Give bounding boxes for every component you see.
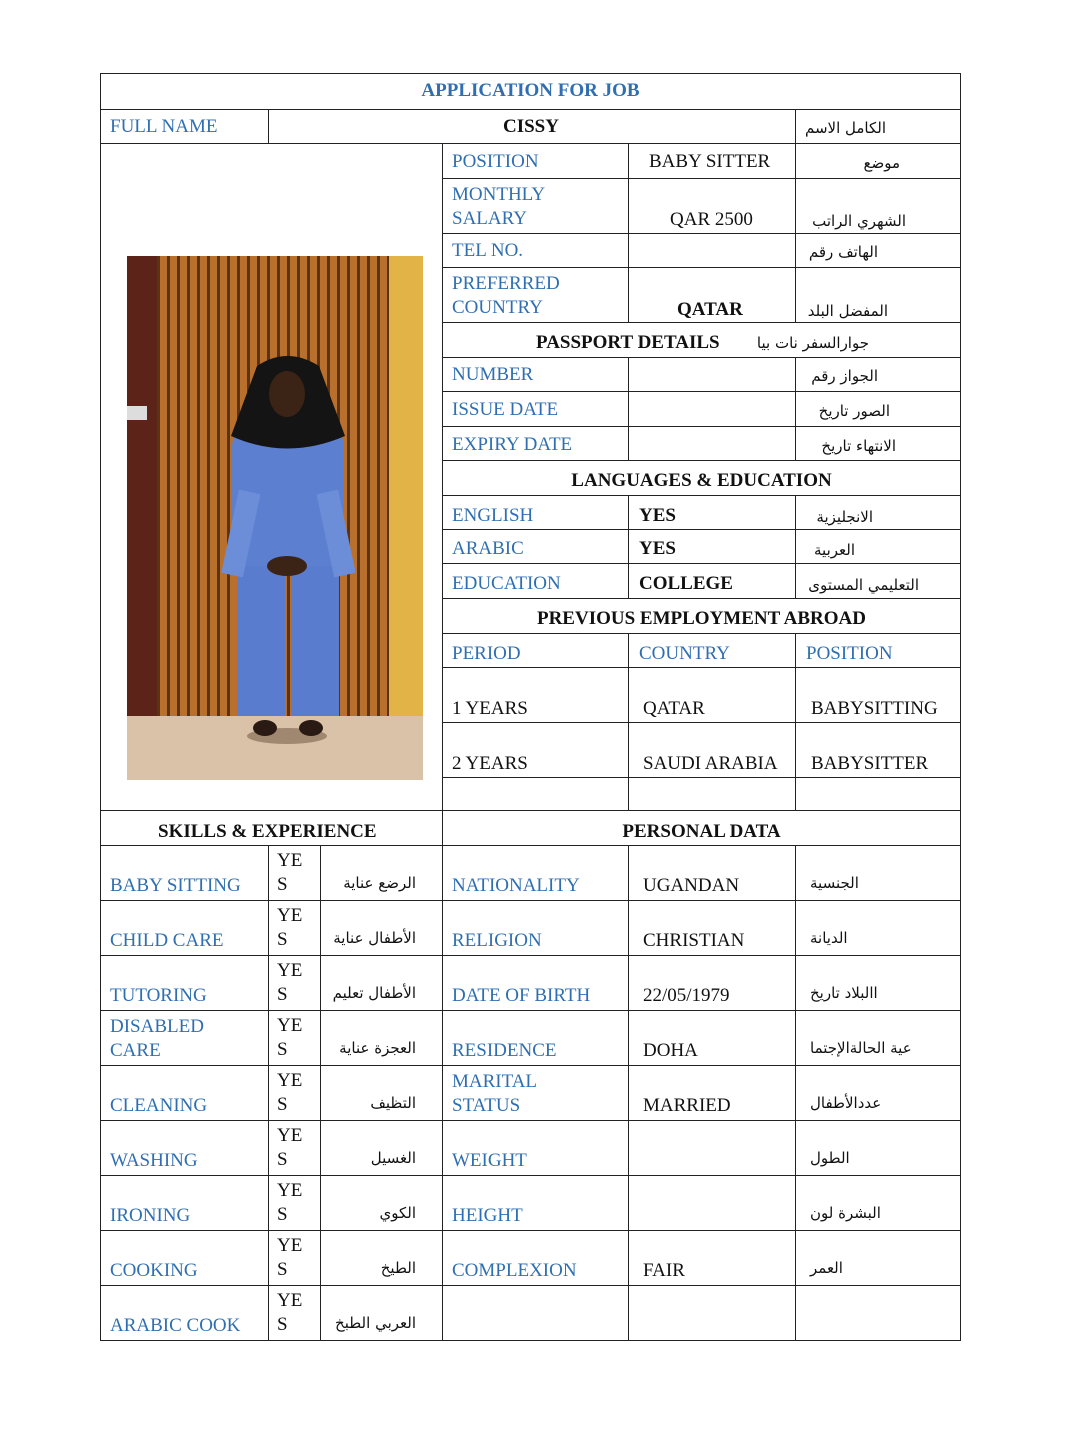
personal-value-cell bbox=[628, 1175, 796, 1231]
full-name-label: FULL NAME bbox=[110, 116, 218, 137]
personal-arabic: البشرة لون bbox=[810, 1204, 881, 1222]
personal-arabic-cell bbox=[795, 1285, 961, 1341]
personal-value: FAIR bbox=[643, 1260, 685, 1281]
full-name-arabic-cell bbox=[795, 109, 961, 144]
personal-label: DATE OF BIRTH bbox=[452, 985, 591, 1006]
emp-col-position-cell bbox=[795, 633, 961, 668]
skill-value: YE S bbox=[277, 1125, 303, 1170]
skill-arabic-cell bbox=[320, 900, 443, 956]
passport-number-arabic-cell bbox=[795, 357, 961, 392]
country-label: PREFERRED COUNTRY bbox=[452, 273, 560, 318]
issue-date-value-cell bbox=[628, 391, 796, 427]
skill-arabic: الطيخ bbox=[380, 1259, 416, 1277]
skill-arabic: العجزة عناية bbox=[339, 1039, 416, 1057]
issue-date-label-cell bbox=[442, 391, 629, 427]
personal-value: DOHA bbox=[643, 1040, 698, 1061]
personal-label-cell bbox=[442, 900, 629, 956]
emp-row2-position-cell bbox=[795, 722, 961, 778]
country-label-cell bbox=[442, 267, 629, 323]
position-arabic: موضع bbox=[863, 154, 900, 172]
skill-value-cell bbox=[268, 955, 321, 1011]
skill-arabic: التظيف bbox=[370, 1094, 416, 1112]
emp-row2-period: 2 YEARS bbox=[452, 753, 528, 774]
skill-value-cell bbox=[268, 1065, 321, 1121]
english-arabic: الانجليزية bbox=[816, 508, 873, 526]
skill-arabic: الأطفال تعليم bbox=[332, 984, 416, 1002]
arabic-value-cell bbox=[628, 529, 796, 564]
skill-label: BABY SITTING bbox=[110, 875, 241, 896]
full-name-arabic: الكامل الاسم bbox=[804, 119, 886, 137]
personal-label: RESIDENCE bbox=[452, 1040, 557, 1061]
education-value-cell bbox=[628, 563, 796, 599]
application-form bbox=[100, 73, 961, 1338]
passport-header-arabic: جوارالسفر نات بيا bbox=[756, 334, 869, 352]
skill-label: ARABIC COOK bbox=[110, 1315, 241, 1336]
skill-value: YE S bbox=[277, 905, 303, 950]
employment-header-cell bbox=[442, 598, 961, 634]
skill-label: CHILD CARE bbox=[110, 930, 224, 951]
passport-number-value-cell bbox=[628, 357, 796, 392]
tel-arabic-cell bbox=[795, 233, 961, 268]
skill-label-cell bbox=[100, 1010, 269, 1066]
personal-label: RELIGION bbox=[452, 930, 542, 951]
emp-row2-position: BABYSITTER bbox=[811, 753, 929, 774]
education-label-cell bbox=[442, 563, 629, 599]
skill-value: YE S bbox=[277, 850, 303, 895]
full-name-value-cell bbox=[268, 109, 796, 144]
education-label: EDUCATION bbox=[452, 573, 561, 594]
position-value: BABY SITTER bbox=[649, 151, 771, 172]
tel-label-cell bbox=[442, 233, 629, 268]
personal-value: MARRIED bbox=[643, 1095, 731, 1116]
english-label: ENGLISH bbox=[452, 505, 534, 526]
personal-arabic: العمر bbox=[810, 1259, 843, 1277]
personal-value-cell bbox=[628, 1285, 796, 1341]
skill-value: YE S bbox=[277, 1180, 303, 1225]
skill-label: IRONING bbox=[110, 1205, 191, 1226]
tel-value-cell bbox=[628, 233, 796, 268]
personal-arabic-cell bbox=[795, 845, 961, 901]
skill-arabic-cell bbox=[320, 1175, 443, 1231]
emp-row1-position-cell bbox=[795, 667, 961, 723]
emp-row2-period-cell bbox=[442, 722, 629, 778]
emp-row3-period-cell bbox=[442, 777, 629, 811]
personal-label: WEIGHT bbox=[452, 1150, 527, 1171]
skill-value: YE S bbox=[277, 1015, 303, 1060]
passport-number-label: NUMBER bbox=[452, 364, 534, 385]
position-label-cell bbox=[442, 143, 629, 179]
emp-row2-country-cell bbox=[628, 722, 796, 778]
personal-header-cell bbox=[442, 810, 961, 846]
issue-date-label: ISSUE DATE bbox=[452, 399, 559, 420]
emp-col-position: POSITION bbox=[806, 643, 893, 664]
personal-value-cell bbox=[628, 845, 796, 901]
personal-value: UGANDAN bbox=[643, 875, 740, 896]
personal-value-cell bbox=[628, 900, 796, 956]
personal-arabic: عية الحالةالإجتما bbox=[810, 1039, 912, 1057]
country-arabic-cell bbox=[795, 267, 961, 323]
emp-row1-period-cell bbox=[442, 667, 629, 723]
arabic-label-cell bbox=[442, 529, 629, 564]
skill-value-cell bbox=[268, 900, 321, 956]
skill-label: WASHING bbox=[110, 1150, 198, 1171]
arabic-value: YES bbox=[639, 538, 676, 559]
passport-number-label-cell bbox=[442, 357, 629, 392]
salary-arabic: الشهري الراتب bbox=[812, 212, 906, 230]
salary-value: QAR 2500 bbox=[670, 209, 753, 230]
skill-label: TUTORING bbox=[110, 985, 207, 1006]
skill-value: YE S bbox=[277, 1235, 303, 1280]
emp-row3-position-cell bbox=[795, 777, 961, 811]
emp-row1-country-cell bbox=[628, 667, 796, 723]
emp-col-period: PERIOD bbox=[452, 643, 521, 664]
english-label-cell bbox=[442, 495, 629, 530]
passport-header-cell bbox=[442, 322, 961, 358]
emp-row1-position: BABYSITTING bbox=[811, 698, 938, 719]
education-value: COLLEGE bbox=[639, 573, 733, 594]
personal-arabic: الجنسية bbox=[810, 874, 859, 892]
skill-value-cell bbox=[268, 1175, 321, 1231]
personal-label: HEIGHT bbox=[452, 1205, 523, 1226]
passport-number-arabic: الجواز رقم bbox=[811, 367, 878, 385]
expiry-date-label: EXPIRY DATE bbox=[452, 434, 573, 455]
skill-label-cell bbox=[100, 955, 269, 1011]
skill-label: CLEANING bbox=[110, 1095, 208, 1116]
personal-arabic: االبلاد تاريخ bbox=[810, 984, 878, 1002]
salary-value-cell bbox=[628, 178, 796, 234]
skill-label-cell bbox=[100, 1175, 269, 1231]
english-value-cell bbox=[628, 495, 796, 530]
personal-label-cell bbox=[442, 1230, 629, 1286]
skill-arabic-cell bbox=[320, 1120, 443, 1176]
personal-label-cell bbox=[442, 845, 629, 901]
skill-label-cell bbox=[100, 1065, 269, 1121]
tel-arabic: الهاتف رقم bbox=[808, 243, 878, 261]
skill-label-cell bbox=[100, 1230, 269, 1286]
skill-arabic-cell bbox=[320, 1065, 443, 1121]
emp-col-country: COUNTRY bbox=[639, 643, 730, 664]
skill-value: YE S bbox=[277, 1070, 303, 1115]
languages-header-cell bbox=[442, 460, 961, 496]
personal-label: COMPLEXION bbox=[452, 1260, 577, 1281]
tel-label: TEL NO. bbox=[452, 240, 524, 261]
personal-arabic: عددالأطفال bbox=[810, 1094, 882, 1112]
skill-label: DISABLED CARE bbox=[110, 1016, 204, 1061]
personal-label-cell bbox=[442, 1065, 629, 1121]
personal-arabic-cell bbox=[795, 1065, 961, 1121]
skill-arabic: الرضع عناية bbox=[343, 874, 416, 892]
skill-arabic-cell bbox=[320, 1230, 443, 1286]
skill-value-cell bbox=[268, 1285, 321, 1341]
education-arabic-cell bbox=[795, 563, 961, 599]
skill-arabic-cell bbox=[320, 1285, 443, 1341]
personal-label-cell bbox=[442, 1285, 629, 1341]
title-cell bbox=[100, 73, 961, 110]
personal-arabic-cell bbox=[795, 1175, 961, 1231]
skill-label-cell bbox=[100, 1120, 269, 1176]
personal-label: NATIONALITY bbox=[452, 875, 580, 896]
emp-row3-country-cell bbox=[628, 777, 796, 811]
skill-label-cell bbox=[100, 900, 269, 956]
personal-label: MARITAL STATUS bbox=[452, 1071, 538, 1116]
arabic-arabic-cell bbox=[795, 529, 961, 564]
personal-value-cell bbox=[628, 955, 796, 1011]
position-arabic-cell bbox=[795, 143, 961, 179]
salary-arabic-cell bbox=[795, 178, 961, 234]
country-arabic: المفضل البلد bbox=[807, 302, 888, 320]
skill-label: COOKING bbox=[110, 1260, 198, 1281]
passport-header: PASSPORT DETAILS bbox=[536, 332, 720, 353]
personal-arabic-cell bbox=[795, 955, 961, 1011]
arabic-arabic: العربية bbox=[814, 541, 855, 559]
skill-arabic: العربي الطبخ bbox=[335, 1314, 416, 1332]
skill-value-cell bbox=[268, 1230, 321, 1286]
skill-value: YE S bbox=[277, 1290, 303, 1335]
skills-header-cell bbox=[100, 810, 443, 846]
expiry-date-value-cell bbox=[628, 426, 796, 461]
full-name-label-cell bbox=[100, 109, 269, 144]
arabic-label: ARABIC bbox=[452, 538, 524, 559]
expiry-date-label-cell bbox=[442, 426, 629, 461]
skill-arabic: الكوي bbox=[379, 1204, 416, 1222]
employment-header: PREVIOUS EMPLOYMENT ABROAD bbox=[536, 608, 866, 629]
personal-arabic-cell bbox=[795, 900, 961, 956]
personal-arabic-cell bbox=[795, 1120, 961, 1176]
issue-date-arabic: الصور تاريخ bbox=[818, 402, 890, 420]
country-value-cell bbox=[628, 267, 796, 323]
applicant-photo bbox=[127, 256, 423, 780]
personal-value-cell bbox=[628, 1120, 796, 1176]
skill-value-cell bbox=[268, 1010, 321, 1066]
emp-row1-country: QATAR bbox=[643, 698, 705, 719]
skill-value-cell bbox=[268, 845, 321, 901]
skills-header: SKILLS & EXPERIENCE bbox=[158, 821, 377, 842]
emp-row1-period: 1 YEARS bbox=[452, 698, 528, 719]
skill-label-cell bbox=[100, 1285, 269, 1341]
country-value: QATAR bbox=[677, 299, 743, 320]
personal-value: 22/05/1979 bbox=[643, 985, 730, 1006]
position-value-cell bbox=[628, 143, 796, 179]
personal-label-cell bbox=[442, 1175, 629, 1231]
english-arabic-cell bbox=[795, 495, 961, 530]
salary-label-cell bbox=[442, 178, 629, 234]
skill-arabic-cell bbox=[320, 955, 443, 1011]
skill-value: YE S bbox=[277, 960, 303, 1005]
skill-arabic-cell bbox=[320, 845, 443, 901]
position-label: POSITION bbox=[452, 151, 539, 172]
personal-header: PERSONAL DATA bbox=[622, 821, 781, 842]
expiry-date-arabic: الانتهاء تاريخ bbox=[821, 437, 896, 455]
skill-arabic: الأطفال عناية bbox=[333, 929, 416, 947]
personal-label-cell bbox=[442, 1120, 629, 1176]
emp-row2-country: SAUDI ARABIA bbox=[643, 753, 778, 774]
full-name-value: CISSY bbox=[503, 116, 559, 137]
photo-cell bbox=[100, 143, 443, 811]
skill-value-cell bbox=[268, 1120, 321, 1176]
personal-value-cell bbox=[628, 1010, 796, 1066]
emp-col-country-cell bbox=[628, 633, 796, 668]
education-arabic: التعليمي المستوى bbox=[808, 576, 919, 594]
form-title: APPLICATION FOR JOB bbox=[421, 80, 640, 101]
english-value: YES bbox=[639, 505, 676, 526]
skill-arabic: الغسيل bbox=[370, 1149, 416, 1167]
expiry-date-arabic-cell bbox=[795, 426, 961, 461]
personal-arabic: الطول bbox=[810, 1149, 850, 1167]
personal-label-cell bbox=[442, 1010, 629, 1066]
personal-value-cell bbox=[628, 1230, 796, 1286]
personal-value-cell bbox=[628, 1065, 796, 1121]
skill-label-cell bbox=[100, 845, 269, 901]
issue-date-arabic-cell bbox=[795, 391, 961, 427]
personal-arabic-cell bbox=[795, 1010, 961, 1066]
languages-header: LANGUAGES & EDUCATION bbox=[571, 470, 832, 491]
personal-value: CHRISTIAN bbox=[643, 930, 745, 951]
personal-label-cell bbox=[442, 955, 629, 1011]
skill-arabic-cell bbox=[320, 1010, 443, 1066]
personal-arabic: الديانة bbox=[810, 929, 848, 947]
personal-arabic-cell bbox=[795, 1230, 961, 1286]
emp-col-period-cell bbox=[442, 633, 629, 668]
salary-label: MONTHLY SALARY bbox=[452, 184, 546, 229]
